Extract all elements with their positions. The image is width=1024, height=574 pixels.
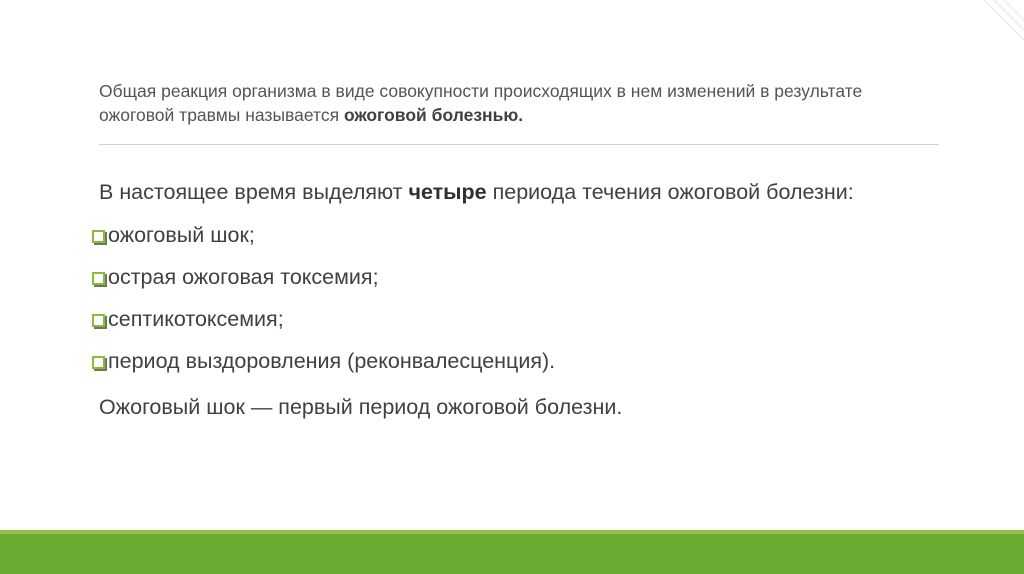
title-bold-term: ожоговой болезнью. (343, 105, 524, 125)
conclusion-text: Ожоговый шок — первый период ожоговой болезни. (99, 395, 623, 419)
intro-suffix: периода течения ожоговой болезни: (486, 180, 854, 204)
list-item (92, 223, 255, 248)
checkbox-square-icon (92, 356, 105, 369)
list-item (92, 265, 379, 290)
corner-stripes-decoration (964, 0, 1024, 60)
list-item-text: септикотоксемия; (108, 307, 284, 331)
checkbox-square-icon (92, 272, 105, 285)
intro-paragraph (99, 180, 854, 205)
checkbox-square-icon (92, 230, 105, 243)
conclusion-paragraph (99, 395, 622, 420)
list-item (92, 349, 555, 374)
intro-text: В настоящее время выделяют (99, 180, 409, 204)
slide-title (99, 79, 919, 127)
footer-bar (0, 534, 1024, 574)
checkbox-square-icon (92, 314, 105, 327)
list-item-text: острая ожоговая токсемия; (108, 265, 379, 289)
list-item-text: ожоговый шок; (108, 223, 255, 247)
list-item-text: период выздоровления (реконвалесценция). (108, 349, 556, 373)
title-divider (99, 144, 939, 145)
list-item (92, 307, 284, 332)
title-text: Общая реакция организма в виде совокупности происходящих в нем изменений в результате ожоговой травмы называется (99, 81, 863, 125)
intro-bold-word: четыре (408, 180, 487, 204)
